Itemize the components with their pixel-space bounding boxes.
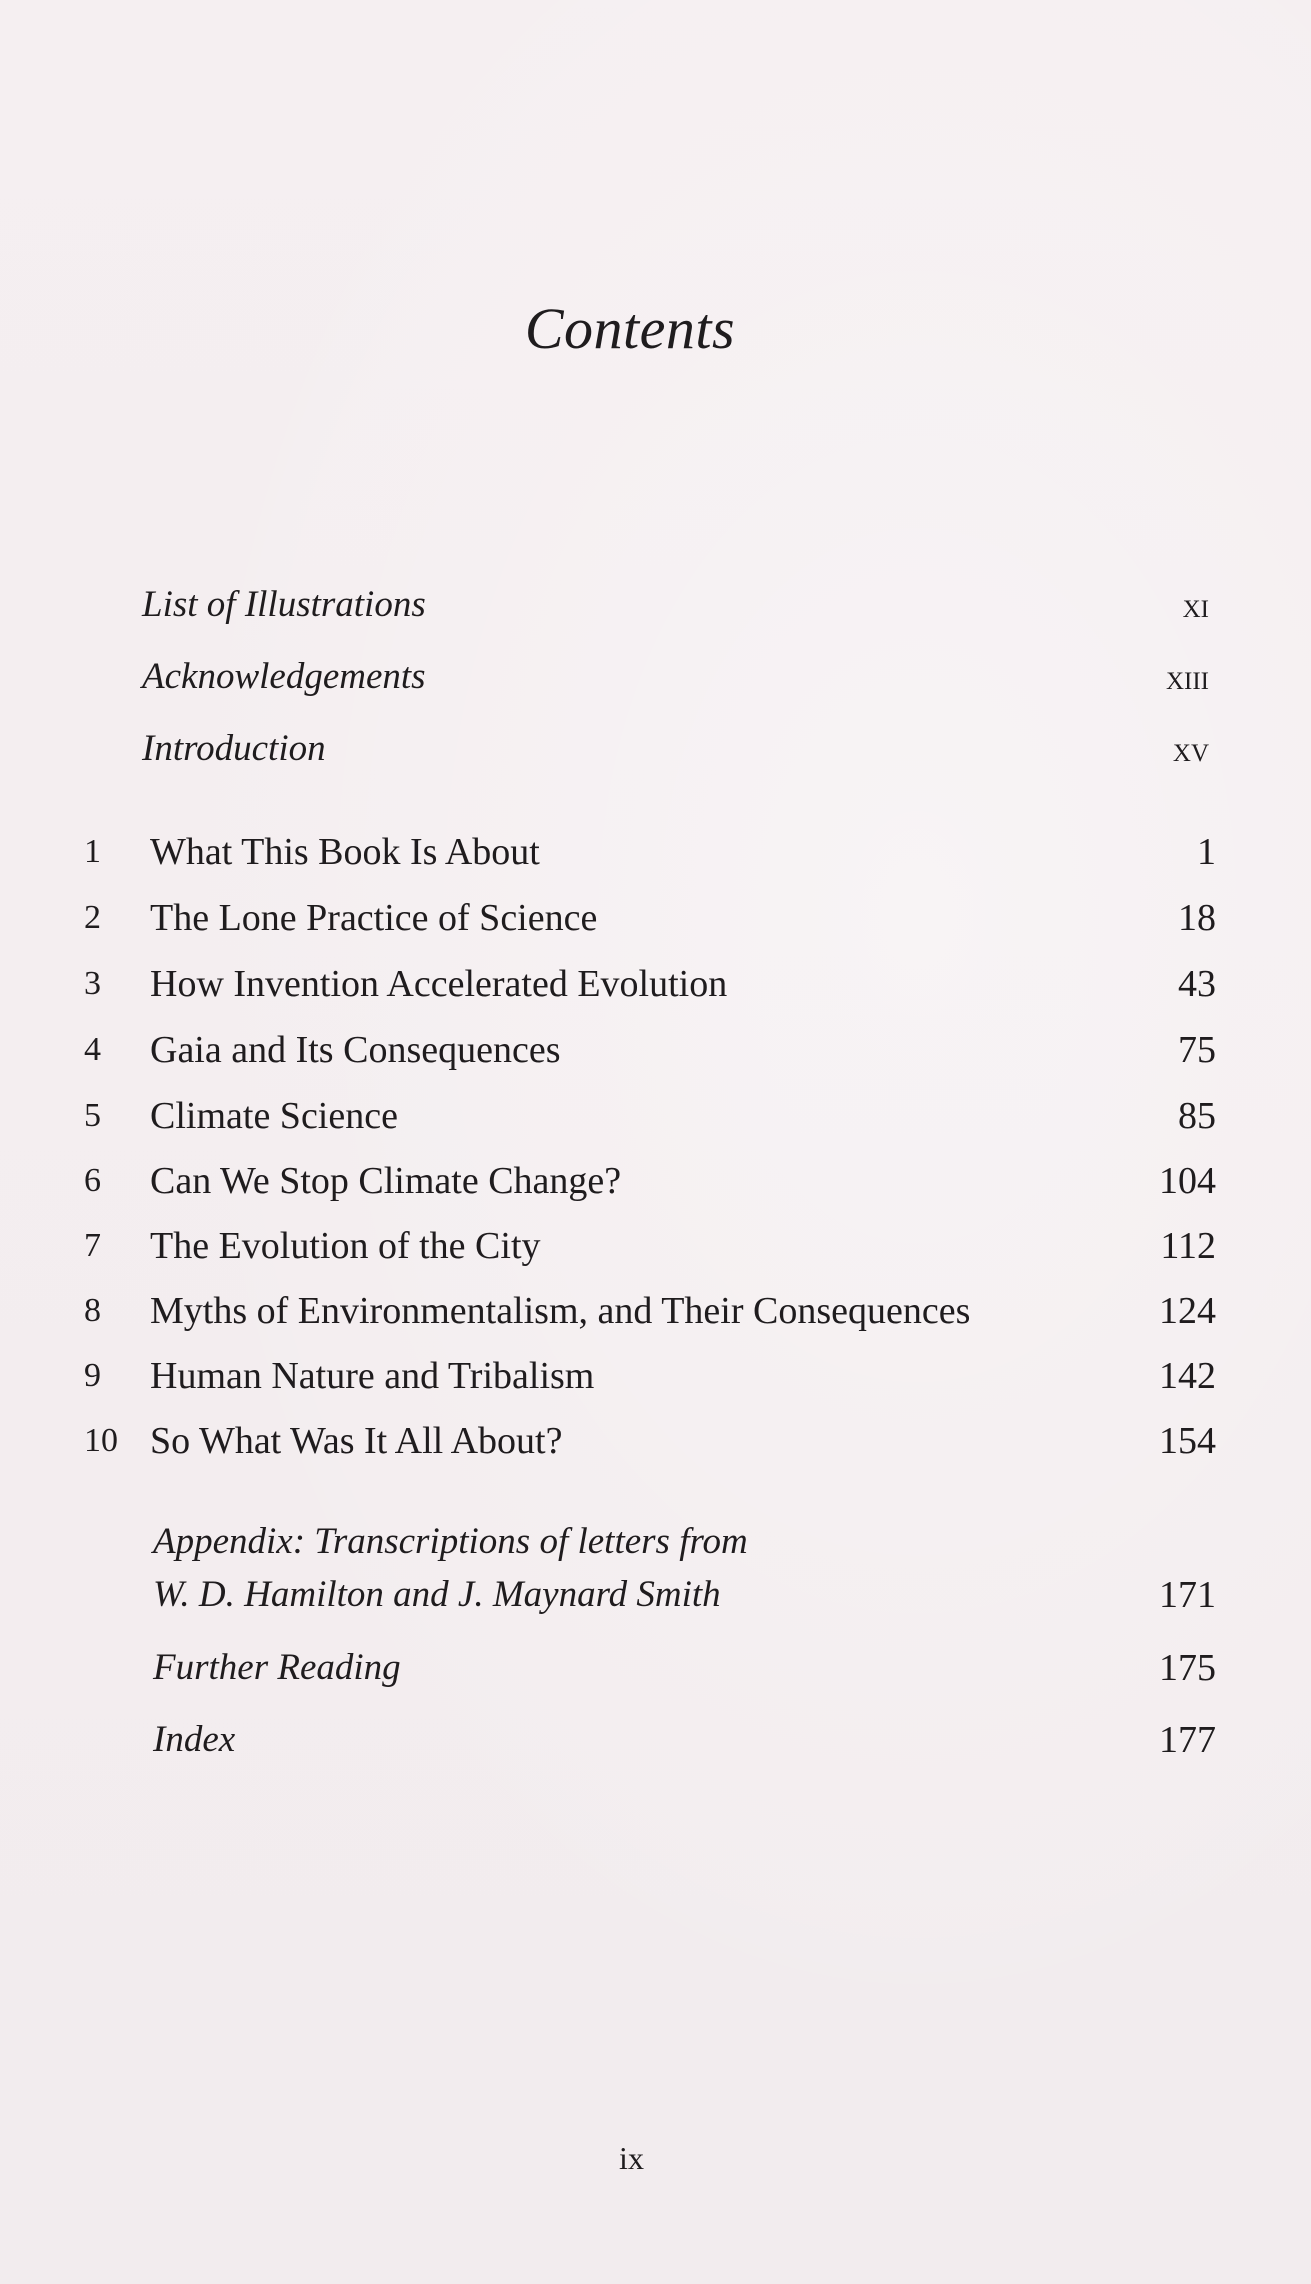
toc-entry-appendix[interactable] <box>0 1565 1311 1625</box>
toc-entry-index[interactable] <box>0 1710 1311 1770</box>
chapter-number: 5 <box>84 1097 101 1134</box>
chapter-number: 1 <box>84 833 101 870</box>
chapter-title: Climate Science <box>150 1095 398 1137</box>
chapter-title: How Invention Accelerated Evolution <box>150 963 728 1005</box>
chapter-page: 43 <box>1178 963 1216 1005</box>
toc-entry-page: xv <box>1172 729 1209 769</box>
chapter-title: The Evolution of the City <box>150 1225 541 1267</box>
toc-entry-acknowledgements[interactable] <box>0 647 1311 707</box>
toc-entry-page: xiii <box>1165 657 1209 697</box>
chapter-page: 1 <box>1197 831 1216 873</box>
chapter-title: Human Nature and Tribalism <box>150 1355 595 1397</box>
chapter-number: 3 <box>84 965 101 1002</box>
chapter-title: Can We Stop Climate Change? <box>150 1160 622 1202</box>
appendix-title-line-2: W. D. Hamilton and J. Maynard Smith <box>153 1574 721 1615</box>
toc-chapter-3[interactable] <box>0 954 1311 1014</box>
chapter-page: 142 <box>1159 1355 1216 1397</box>
toc-entry-page: 171 <box>1159 1574 1216 1616</box>
chapter-number: 9 <box>84 1357 101 1394</box>
toc-entry-label: Index <box>153 1719 236 1760</box>
chapter-page: 104 <box>1159 1160 1216 1202</box>
contents-heading: Contents <box>524 296 736 361</box>
toc-chapter-8[interactable] <box>0 1281 1311 1341</box>
chapter-page: 85 <box>1178 1095 1216 1137</box>
chapter-title: What This Book Is About <box>150 831 540 873</box>
toc-entry-introduction[interactable] <box>0 719 1311 779</box>
toc-chapter-7[interactable] <box>0 1216 1311 1276</box>
chapter-page: 154 <box>1159 1420 1216 1462</box>
toc-chapter-5[interactable] <box>0 1086 1311 1146</box>
chapter-page: 124 <box>1159 1290 1216 1332</box>
toc-chapter-2[interactable] <box>0 888 1311 948</box>
toc-entry-page: xi <box>1182 585 1209 625</box>
chapter-page: 112 <box>1160 1225 1216 1267</box>
chapter-number: 6 <box>84 1162 101 1199</box>
chapter-number: 10 <box>84 1422 118 1459</box>
toc-entry-page: 175 <box>1159 1647 1216 1689</box>
toc-entry-further-reading[interactable] <box>0 1638 1311 1698</box>
toc-entry-page: 177 <box>1159 1719 1216 1761</box>
chapter-number: 7 <box>84 1227 101 1264</box>
chapter-number: 4 <box>84 1031 101 1068</box>
chapter-number: 2 <box>84 899 101 936</box>
chapter-page: 18 <box>1178 897 1216 939</box>
toc-chapter-6[interactable] <box>0 1151 1311 1211</box>
chapter-title: The Lone Practice of Science <box>150 897 598 939</box>
toc-entry-list-of-illustrations[interactable] <box>0 575 1311 635</box>
toc-entry-label: Further Reading <box>153 1647 401 1688</box>
toc-chapter-9[interactable] <box>0 1346 1311 1406</box>
chapter-title: Myths of Environmentalism, and Their Consequences <box>150 1290 971 1332</box>
toc-entry-label: Acknowledgements <box>142 656 426 697</box>
toc-chapter-1[interactable] <box>0 822 1311 882</box>
toc-entry-label: List of Illustrations <box>142 584 426 625</box>
chapter-title: So What Was It All About? <box>150 1420 563 1462</box>
toc-chapter-10[interactable] <box>0 1411 1311 1471</box>
page-number: ix <box>619 2140 644 2176</box>
chapter-number: 8 <box>84 1292 101 1329</box>
chapter-page: 75 <box>1178 1029 1216 1071</box>
chapter-title: Gaia and Its Consequences <box>150 1029 561 1071</box>
toc-entry-label: Introduction <box>142 728 326 769</box>
appendix-title-line-1: Appendix: Transcriptions of letters from <box>153 1521 748 1562</box>
toc-chapter-4[interactable] <box>0 1020 1311 1080</box>
